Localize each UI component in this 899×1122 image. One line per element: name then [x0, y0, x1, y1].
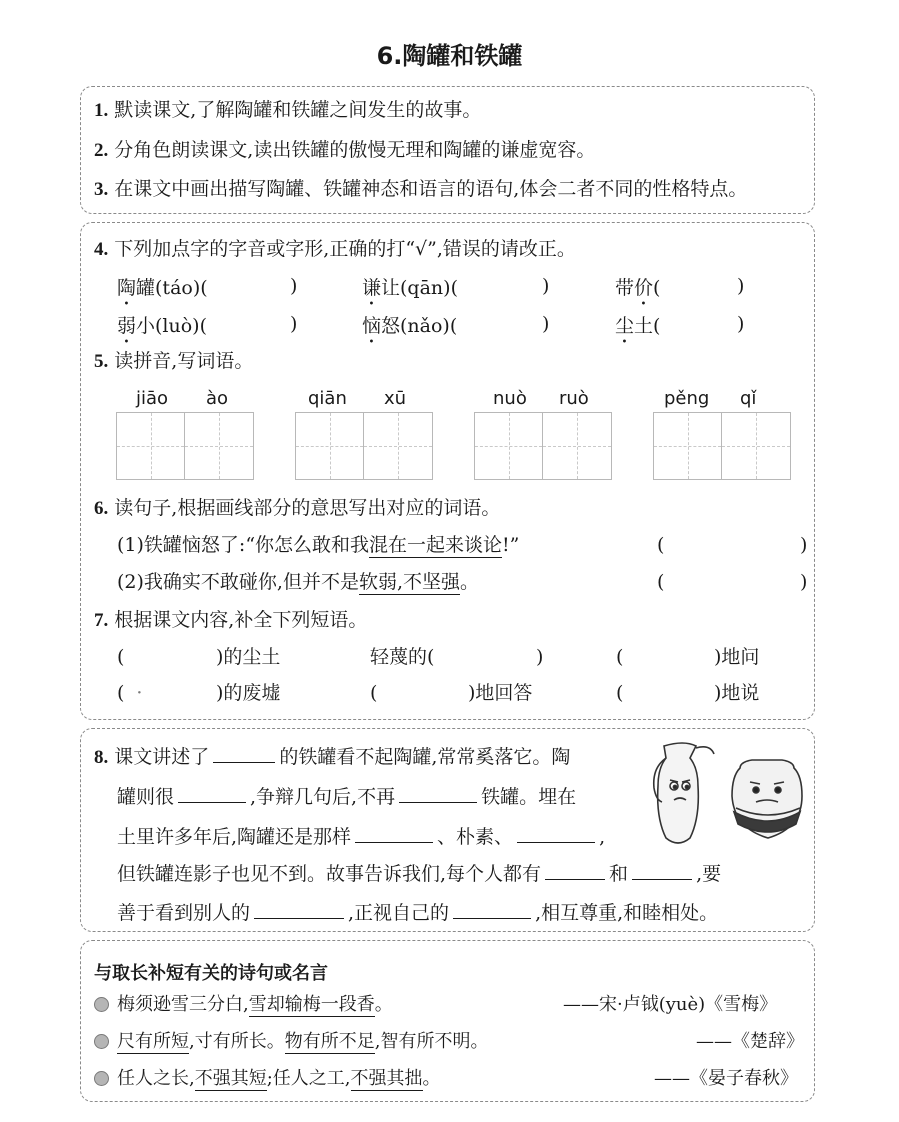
q7-paren-open[interactable]: (	[616, 682, 624, 704]
q4-item-3: 带价(	[615, 277, 661, 299]
quote-2: 尺有所短,寸有所长。物有所不足,智有所不明。	[94, 1033, 488, 1051]
iron-jug-icon	[654, 743, 714, 843]
question-5: 5. 读拼音,写词语。	[94, 350, 254, 372]
q7-phrase-2: 轻蔑的(	[370, 646, 435, 668]
question-4: 4. 下列加点字的字音或字形,正确的打“√”,错误的请改正。	[94, 238, 576, 260]
jug-and-pot-illustration	[644, 738, 804, 850]
question-3: 3. 在课文中画出描写陶罐、铁罐神态和语言的语句,体会二者不同的性格特点。	[94, 178, 748, 200]
flower-bullet-icon	[94, 1034, 109, 1049]
quote-3-source: ——《晏子春秋》	[654, 1068, 798, 1089]
q7-paren-open[interactable]: (	[370, 682, 378, 704]
clay-pot-icon	[732, 760, 802, 838]
q4-item-2-close: )	[542, 275, 550, 297]
writing-grid-2[interactable]	[295, 412, 433, 480]
answer-blank[interactable]	[178, 786, 246, 803]
flower-bullet-icon	[94, 1071, 109, 1086]
flower-bullet-icon	[94, 997, 109, 1012]
pinyin-label: qǐ	[740, 388, 757, 409]
q4-item-2: 谦让(qān)(	[362, 277, 458, 299]
q7-phrase-3: )地问	[714, 646, 760, 668]
quote-2-source: ——《楚辞》	[696, 1031, 804, 1052]
q4-item-1: 陶罐(táo)(	[117, 277, 208, 299]
question-8-line-4: 但铁罐连影子也见不到。故事告诉我们,每个人都有 和 ,要	[117, 863, 722, 885]
question-7: 7. 根据课文内容,补全下列短语。	[94, 609, 368, 631]
quotes-title: 与取长补短有关的诗句或名言	[94, 963, 328, 984]
pinyin-label: ào	[206, 388, 229, 409]
q7-paren-open[interactable]: ( ·	[117, 682, 143, 704]
answer-blank[interactable]	[632, 863, 692, 880]
question-8-line-1: 8. 课文讲述了 的铁罐看不起陶罐,常常奚落它。陶	[94, 746, 571, 768]
q4-item-4: 弱小(luò)(	[117, 315, 208, 337]
writing-grid-4[interactable]	[653, 412, 791, 480]
q7-paren-open[interactable]: (	[616, 646, 624, 668]
question-8-line-3: 土里许多年后,陶罐还是那样 、朴素、 ,	[117, 826, 606, 848]
q4-item-1-close: )	[290, 275, 298, 297]
answer-blank[interactable]	[545, 863, 605, 880]
pinyin-label: pěng	[664, 388, 710, 409]
q6-answer-1-close: )	[800, 534, 808, 556]
pinyin-label: qiān	[308, 388, 347, 409]
q6-answer-2-open[interactable]: (	[657, 571, 665, 593]
answer-blank[interactable]	[453, 902, 531, 919]
question-1: 1. 默读课文,了解陶罐和铁罐之间发生的故事。	[94, 99, 482, 121]
q6-answer-1-open[interactable]: (	[657, 534, 665, 556]
q6-sentence-1: (1)铁罐恼怒了:“你怎么敢和我混在一起来谈论!”	[117, 534, 520, 556]
q7-paren-close: )	[536, 646, 544, 668]
question-8-line-5: 善于看到别人的 ,正视自己的 ,相互尊重,和睦相处。	[117, 902, 719, 924]
pinyin-label: xū	[384, 388, 407, 409]
pinyin-label: nuò	[493, 388, 527, 409]
answer-blank[interactable]	[254, 902, 344, 919]
q4-item-6-close: )	[737, 313, 745, 335]
q7-phrase-1: )的尘土	[216, 646, 281, 668]
answer-blank[interactable]	[213, 746, 275, 763]
q7-phrase-5: )地回答	[468, 682, 533, 704]
quote-1: 梅须逊雪三分白,雪却输梅一段香。	[94, 996, 393, 1014]
quote-3: 任人之长,不强其短;任人之工,不强其拙。	[94, 1070, 441, 1088]
q4-item-4-close: )	[290, 313, 298, 335]
writing-grid-3[interactable]	[474, 412, 612, 480]
answer-blank[interactable]	[355, 826, 433, 843]
q7-phrase-6: )地说	[714, 682, 760, 704]
pinyin-label: ruò	[559, 388, 589, 409]
quote-1-source: ——宋·卢钺(yuè)《雪梅》	[563, 994, 778, 1015]
question-8-line-2: 罐则很 ,争辩几句后,不再 铁罐。埋在	[117, 786, 577, 808]
q4-item-5-close: )	[542, 313, 550, 335]
question-6: 6. 读句子,根据画线部分的意思写出对应的词语。	[94, 497, 501, 519]
answer-blank[interactable]	[517, 826, 595, 843]
page-title: 6.陶罐和铁罐	[376, 42, 523, 70]
q4-item-6: 尘土(	[615, 315, 661, 337]
q4-item-3-close: )	[737, 275, 745, 297]
writing-grid-1[interactable]	[116, 412, 254, 480]
q7-phrase-4: )的废墟	[216, 682, 281, 704]
q4-item-5: 恼怒(nǎo)(	[362, 315, 458, 337]
question-2: 2. 分角色朗读课文,读出铁罐的傲慢无理和陶罐的谦虚宽容。	[94, 139, 596, 161]
q6-sentence-2: (2)我确实不敢碰你,但并不是软弱,不坚强。	[117, 571, 480, 593]
pinyin-label: jiāo	[136, 388, 169, 409]
q6-answer-2-close: )	[800, 571, 808, 593]
q7-paren-open[interactable]: (	[117, 646, 125, 668]
answer-blank[interactable]	[399, 786, 477, 803]
